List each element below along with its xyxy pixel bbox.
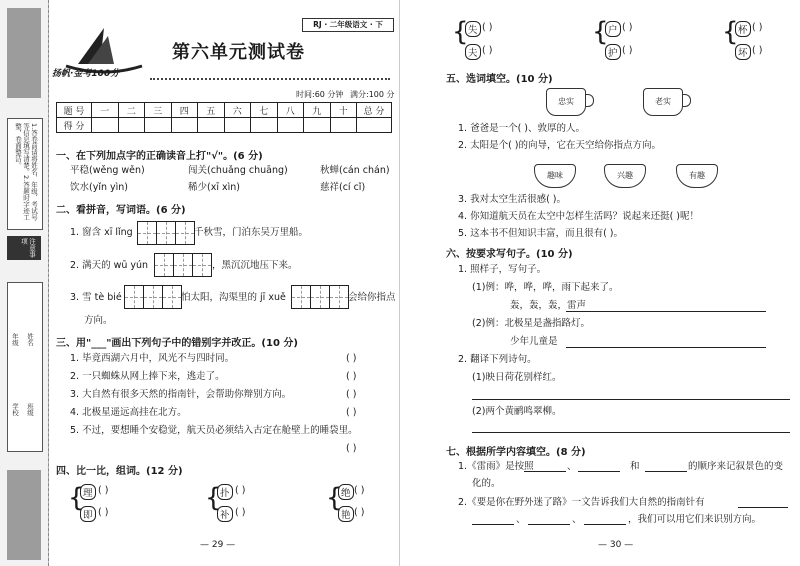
- brace: {: [722, 17, 739, 47]
- q3-item[interactable]: 1. 毕竟西湖六月中，风光不与四时同。: [70, 353, 235, 364]
- char-box: 即: [80, 506, 96, 522]
- score-col: 六: [224, 103, 251, 118]
- score-header-row: [57, 103, 392, 118]
- answer-line[interactable]: [566, 311, 766, 312]
- q6-poem2: (2)两个黄鹂鸣翠柳。: [472, 406, 562, 417]
- brace: {: [68, 483, 85, 513]
- word-blank[interactable]: ( ): [354, 507, 365, 518]
- answer-line[interactable]: [584, 524, 626, 525]
- answer-paren[interactable]: ( ): [346, 371, 357, 382]
- score-cell[interactable]: [277, 118, 304, 133]
- brace: {: [592, 17, 609, 47]
- strip-decoration-bottom: [7, 470, 41, 560]
- q5-item[interactable]: 2. 太阳是个( )的向导，它在天空给你指点方向。: [458, 140, 662, 151]
- answer-line[interactable]: [566, 347, 766, 348]
- student-info-box: [7, 282, 43, 452]
- q7-title: 七、根据所学内容填空。(8 分): [446, 447, 586, 458]
- q6-sub2: 2. 翻译下列诗句。: [458, 354, 537, 365]
- page-divider: [399, 0, 400, 566]
- score-cell[interactable]: [118, 118, 145, 133]
- char-box: 护: [605, 44, 621, 60]
- q7-line2d: ，我们可以用它们来识别方向。: [628, 514, 762, 525]
- q1-item[interactable]: 饮水(yǐn yìn): [70, 182, 128, 193]
- char-box: 失: [465, 21, 481, 37]
- char-box: 夫: [465, 44, 481, 60]
- answer-paren[interactable]: ( ): [346, 443, 357, 454]
- q7-line1b: 、: [567, 461, 577, 472]
- q5-item[interactable]: 1. 爸爸是一个( )、敦厚的人。: [458, 123, 586, 134]
- notice-label-box: [7, 236, 41, 260]
- grade-label: 年级: [11, 333, 19, 346]
- q2-line1-prefix: 1. 窗含 xī lǐng: [70, 227, 133, 238]
- q3-item[interactable]: 4. 北极星遥远高挂在北方。: [70, 407, 187, 418]
- header-dots: [150, 78, 390, 80]
- word-blank[interactable]: ( ): [98, 485, 109, 496]
- word-blank[interactable]: ( ): [752, 22, 763, 33]
- score-col: 一: [92, 103, 119, 118]
- q1-item[interactable]: 秋蝉(cán chán): [320, 165, 390, 176]
- q6-example2: (2)例：北极星是盏指路灯。: [472, 318, 590, 329]
- q6-fill1: 轰，轰，轰，雷声: [510, 300, 587, 311]
- char-box: 艳: [338, 506, 354, 522]
- word-blank[interactable]: ( ): [354, 485, 365, 496]
- school-label: 学校: [11, 403, 19, 416]
- q7-line1c: 和: [630, 461, 640, 472]
- time-limit: 时间:60 分钟: [296, 90, 344, 99]
- word-blank[interactable]: ( ): [482, 45, 493, 56]
- page-number-right: — 30 —: [598, 540, 634, 550]
- score-cell[interactable]: [171, 118, 198, 133]
- q7-line2c: 、: [572, 514, 582, 525]
- brace: {: [452, 17, 469, 47]
- q2-line2-suffix: ，黑沉沉地压下来。: [212, 260, 298, 271]
- score-col: 二: [118, 103, 145, 118]
- score-cell[interactable]: [304, 118, 331, 133]
- score-col-total: 总 分: [357, 103, 392, 118]
- answer-line[interactable]: [472, 432, 790, 433]
- q6-title: 六、按要求写句子。(10 分): [446, 249, 573, 260]
- pinyin-grid[interactable]: [155, 253, 212, 277]
- q1-item[interactable]: 闯关(chuǎng chuāng): [188, 165, 288, 176]
- score-cell[interactable]: [224, 118, 251, 133]
- char-box: 理: [80, 484, 96, 500]
- score-col: 三: [145, 103, 172, 118]
- char-box: 坏: [735, 44, 751, 60]
- q7-line1e: 化的。: [472, 478, 501, 489]
- score-cell[interactable]: [92, 118, 119, 133]
- q6-poem1: (1)映日荷花别样红。: [472, 372, 562, 383]
- score-col: 四: [171, 103, 198, 118]
- score-col: 八: [277, 103, 304, 118]
- q1-item[interactable]: 稀少(xī xìn): [188, 182, 240, 193]
- char-box: 绝: [338, 484, 354, 500]
- score-cell[interactable]: [330, 118, 357, 133]
- q3-item[interactable]: 2. 一只蜘蛛从网上捧下来，逃走了。: [70, 371, 225, 382]
- q6-fill2: 少年儿童是: [510, 336, 558, 347]
- answer-line[interactable]: [524, 471, 566, 472]
- char-box: 补: [217, 506, 233, 522]
- name-label: 姓名: [26, 333, 34, 346]
- q2-line3-mid: 怕太阳，沟渠里的 jī xuě: [181, 292, 286, 303]
- q5-item[interactable]: 5. 这本书不但知识丰富，而且很有( )。: [458, 228, 624, 239]
- score-value-row: [57, 118, 392, 133]
- q7-line2b: 、: [516, 514, 526, 525]
- score-table: [56, 102, 392, 133]
- cut-line: [48, 0, 49, 566]
- pinyin-grid[interactable]: [125, 285, 182, 309]
- q6-example1: (1)例：哗，哗，哗，雨下起来了。: [472, 282, 619, 293]
- q3-item[interactable]: 5. 不过，要想睡个安稳觉，航天员必须结入古定在舱壁上的睡袋里。: [70, 425, 358, 436]
- q6-sub1: 1. 照样子，写句子。: [458, 264, 547, 275]
- score-cell[interactable]: [145, 118, 172, 133]
- word-blank[interactable]: ( ): [482, 22, 493, 33]
- score-col: 五: [198, 103, 225, 118]
- logo-text: 扬帆·金考100分: [52, 69, 120, 79]
- word-blank[interactable]: ( ): [235, 507, 246, 518]
- answer-line[interactable]: [472, 399, 790, 400]
- answer-line[interactable]: [578, 471, 620, 472]
- q2-line3-suffix: 会给你指点: [348, 292, 396, 303]
- class-label: 班级: [26, 403, 34, 416]
- full-score: 满分:100 分: [350, 90, 395, 99]
- edition-badge: RJ · 二年级语文 · 下: [302, 18, 394, 32]
- page-title: 第六单元测试卷: [172, 42, 305, 63]
- answer-paren[interactable]: ( ): [346, 353, 357, 364]
- score-col-label: 题 号: [57, 103, 92, 118]
- brace: {: [326, 483, 343, 513]
- word-blank[interactable]: ( ): [235, 485, 246, 496]
- q5-title: 五、选词填空。(10 分): [446, 74, 553, 85]
- word-cup: 忠实: [546, 88, 586, 116]
- q5-item[interactable]: 4. 你知道航天员在太空中怎样生活吗？说起来还挺( )呢！: [458, 211, 700, 222]
- q3-item[interactable]: 3. 大自然有很多天然的指南针，会帮助你辩别方向。: [70, 389, 292, 400]
- q7-line1a: 1.《雷雨》是按照: [458, 461, 534, 472]
- brace: {: [205, 483, 222, 513]
- score-row-label: 得 分: [57, 118, 92, 133]
- q3-title: 三、用"___"画出下列句子中的错别字并改正。(10 分): [56, 338, 298, 349]
- q1-item[interactable]: 慈祥(cí cǐ): [320, 182, 366, 193]
- word-blank[interactable]: ( ): [622, 22, 633, 33]
- q1-title: 一、在下列加点字的正确读音上打"√"。(6 分): [56, 151, 263, 162]
- q7-line1d: 的顺序来记叙景色的变: [688, 461, 784, 472]
- char-box: 扑: [217, 484, 233, 500]
- answer-line[interactable]: [738, 507, 788, 508]
- logo: [52, 22, 150, 82]
- q2-line3-end: 方向。: [84, 315, 113, 326]
- char-box: 户: [605, 21, 621, 37]
- score-cell[interactable]: [198, 118, 225, 133]
- pinyin-grid[interactable]: [138, 221, 195, 245]
- word-blank[interactable]: ( ): [98, 507, 109, 518]
- page-number-left: — 29 —: [200, 540, 236, 550]
- word-bowl: 兴趣: [604, 164, 646, 188]
- q5-item[interactable]: 3. 我对太空生活很感( )。: [458, 194, 567, 205]
- binding-strip: [0, 0, 49, 566]
- pinyin-grid[interactable]: [292, 285, 349, 309]
- instructions-text: 1.答卷前请将姓名、年级、考试号等信息填写清楚。2.答题时字迹工整，卷面整洁。: [14, 123, 38, 221]
- score-cell[interactable]: [251, 118, 278, 133]
- answer-paren[interactable]: ( ): [346, 389, 357, 400]
- word-blank[interactable]: ( ): [622, 45, 633, 56]
- q7-line2a: 2.《要是你在野外迷了路》一文告诉我们大自然的指南针有: [458, 497, 705, 508]
- word-bowl: 趣味: [534, 164, 576, 188]
- char-box: 杯: [735, 21, 751, 37]
- strip-decoration: [7, 8, 41, 98]
- q2-line2-prefix: 2. 满天的 wū yún: [70, 260, 149, 271]
- word-cup: 老实: [643, 88, 683, 116]
- notice-label: 注意事项: [20, 238, 36, 258]
- word-bowl: 有趣: [676, 164, 718, 188]
- answer-paren[interactable]: ( ): [346, 407, 357, 418]
- answer-line[interactable]: [472, 524, 514, 525]
- score-col: 七: [251, 103, 278, 118]
- q1-item[interactable]: 平稳(wěng wěn): [70, 165, 145, 176]
- score-col: 十: [330, 103, 357, 118]
- score-col: 九: [304, 103, 331, 118]
- score-cell[interactable]: [357, 118, 392, 133]
- q2-line1-suffix: 千秋雪，门泊东吴万里船。: [194, 227, 309, 238]
- answer-line[interactable]: [645, 471, 687, 472]
- word-blank[interactable]: ( ): [752, 45, 763, 56]
- q4-title: 四、比一比，组词。(12 分): [56, 466, 183, 477]
- q2-line3-prefix: 3. 雪 tè bié: [70, 292, 122, 303]
- answer-line[interactable]: [528, 524, 570, 525]
- q2-title: 二、看拼音，写词语。(6 分): [56, 205, 186, 216]
- instructions-box: [7, 118, 43, 230]
